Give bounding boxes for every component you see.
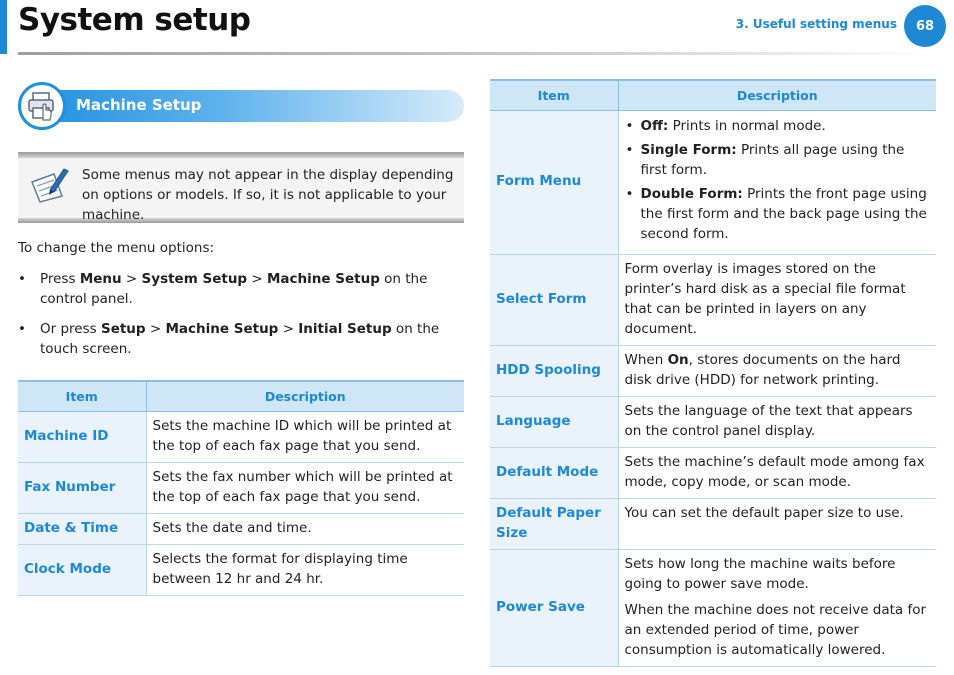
option-label: Double Form:	[640, 185, 743, 202]
menu-path: Menu	[79, 271, 122, 287]
column-header-item: Item	[490, 80, 618, 110]
menu-path: Initial Setup	[298, 321, 392, 337]
description-cell: Sets the date and time.	[146, 513, 464, 544]
table-row	[18, 513, 464, 544]
table-row	[18, 462, 464, 513]
item-cell: Select Form	[490, 254, 618, 345]
description-cell: Sets the language of the text that appears on the control panel display.	[618, 396, 936, 447]
description-cell	[618, 345, 936, 396]
instruction-suffix: on the control panel.	[40, 271, 428, 307]
table-row	[18, 411, 464, 462]
bullet-dot: •	[18, 271, 26, 287]
description-paragraph: Sets how long the machine waits before going to power save mode.	[624, 555, 896, 592]
description-cell: Sets the machine’s default mode among fax mode, copy mode, or scan mode.	[618, 447, 936, 498]
description-paragraph: When the machine does not receive data for an extended period of time, power consumption is automatically lowered.	[624, 601, 927, 658]
option-label: Single Form:	[640, 141, 737, 158]
table-header-row	[490, 80, 936, 110]
page-title: System setup	[18, 2, 251, 38]
table-row	[18, 544, 464, 595]
description-cell: Selects the format for displaying time between 12 hr and 24 hr.	[146, 544, 464, 595]
item-cell: Language	[490, 396, 618, 447]
description-cell	[618, 110, 936, 254]
instruction-item	[18, 269, 464, 309]
item-cell: Default Mode	[490, 447, 618, 498]
table-row	[490, 396, 936, 447]
table-row	[490, 345, 936, 396]
description-prefix: When	[624, 351, 668, 368]
table-row	[490, 254, 936, 345]
menu-path: Machine Setup	[165, 321, 279, 337]
option-text: Prints all page using the first form.	[640, 141, 905, 178]
header-accent-bar	[0, 0, 7, 54]
description-cell: Form overlay is images stored on the printer’s hard disk as a special file format that can be printed in layers on any document.	[618, 254, 936, 345]
instruction-suffix: on the touch screen.	[40, 321, 440, 357]
option-list	[625, 116, 931, 244]
item-cell: Machine ID	[18, 411, 146, 462]
machine-setup-table-right	[490, 79, 936, 667]
chapter-link[interactable]: 3. Useful setting menus	[735, 17, 897, 31]
header-divider	[18, 52, 938, 55]
description-cell	[618, 549, 936, 666]
item-cell: HDD Spooling	[490, 345, 618, 396]
path-separator: >	[247, 271, 267, 287]
section-title: Machine Setup	[76, 96, 202, 114]
item-cell: Form Menu	[490, 110, 618, 254]
note-text: Some menus may not appear in the display depending on options or models. If so, it is not applicable to your machine.	[82, 167, 454, 223]
option-text: Prints the front page using the first form and the back page using the second form.	[640, 185, 927, 242]
description-bold: On	[667, 351, 689, 368]
table-row	[490, 110, 936, 254]
description-suffix: , stores documents on the hard disk drive (HDD) for network printing.	[624, 351, 901, 388]
instruction-prefix: Press	[40, 271, 80, 287]
option-label: Off:	[640, 117, 669, 134]
menu-path: Setup	[100, 321, 146, 337]
table-header-row	[18, 381, 464, 411]
column-header-item: Item	[18, 381, 146, 411]
printer-hand-icon	[18, 82, 66, 130]
instruction-prefix: Or press	[40, 321, 101, 337]
option-item	[625, 184, 931, 244]
path-separator: >	[278, 321, 299, 337]
note-pencil-icon	[28, 166, 70, 204]
menu-path: Machine Setup	[267, 271, 380, 287]
path-separator: >	[145, 321, 166, 337]
machine-setup-table-left	[18, 380, 464, 596]
intro-text: To change the menu options:	[18, 240, 215, 256]
item-cell: Power Save	[490, 549, 618, 666]
option-item	[625, 140, 931, 180]
item-cell: Date & Time	[18, 513, 146, 544]
column-header-description: Description	[146, 381, 464, 411]
description-cell: Sets the fax number which will be printed at the top of each fax page that you send.	[146, 462, 464, 513]
bullet-dot: •	[18, 321, 26, 337]
page-number-badge: 68	[904, 5, 946, 47]
path-separator: >	[121, 271, 142, 287]
item-cell: Fax Number	[18, 462, 146, 513]
option-item	[625, 116, 931, 136]
item-cell: Clock Mode	[18, 544, 146, 595]
option-text: Prints in normal mode.	[668, 117, 826, 134]
note-top-border	[18, 152, 464, 158]
description-cell: You can set the default paper size to use.	[618, 498, 936, 549]
description-cell: Sets the machine ID which will be printed at the top of each fax page that you send.	[146, 411, 464, 462]
table-row	[490, 498, 936, 549]
table-row	[490, 447, 936, 498]
column-header-description: Description	[618, 80, 936, 110]
menu-path: System Setup	[141, 271, 248, 287]
table-row	[490, 549, 936, 666]
item-cell: Default Paper Size	[490, 498, 618, 549]
instruction-item	[18, 319, 464, 359]
